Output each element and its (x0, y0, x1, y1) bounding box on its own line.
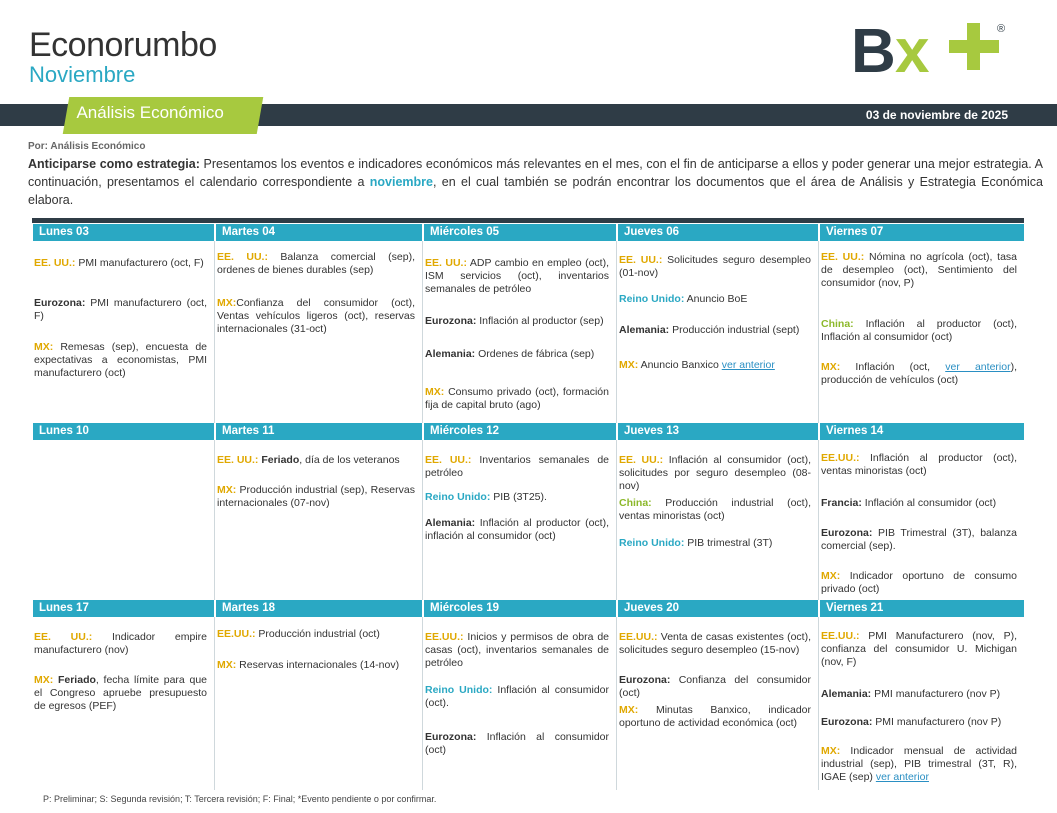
section-tag (63, 97, 264, 134)
event-item (619, 631, 811, 657)
event-text: Venta de casas existentes (oct), solicitudes seguro desempleo (15-nov) (619, 631, 811, 656)
event-item (821, 452, 1017, 478)
event-item (34, 674, 207, 713)
day-cell (619, 440, 811, 600)
event-item (425, 731, 609, 757)
country-label: EE. UU.: (619, 454, 664, 466)
event-item (821, 527, 1017, 553)
day-header: Jueves 20 (618, 600, 818, 617)
event-item (821, 497, 1017, 510)
country-label: MX: (217, 659, 237, 671)
day-cell (425, 617, 609, 790)
event-item (619, 704, 811, 730)
event-text: Inflación al productor (oct), inflación al consumidor (oct) (425, 517, 609, 542)
event-text: ADP cambio en empleo (oct), ISM servicios (oct), inventarios semanales de petróleo (425, 257, 609, 295)
country-label: Alemania: (821, 688, 872, 700)
event-text: Inventarios semanales de petróleo (425, 454, 609, 479)
event-item (821, 745, 1017, 784)
country-label: Francia: (821, 497, 862, 509)
report-date: 03 de noviembre de 2025 (865, 108, 1008, 122)
event-text: PIB Trimestral (3T), balanza comercial (sep). (821, 527, 1017, 552)
event-text: Minutas Banxico, indicador oportuno de actividad económica (oct) (619, 704, 811, 729)
event-item (34, 341, 207, 380)
day-cell (425, 440, 609, 600)
intro-lead: Anticiparse como estrategia: (28, 157, 200, 171)
event-text: PMI manufacturero (nov P) (872, 716, 1002, 728)
event-text: Indicador oportuno de consumo privado (oct) (821, 570, 1017, 595)
country-label: MX: (425, 386, 445, 398)
day-header: Lunes 03 (33, 224, 214, 241)
bx-plus-logo (851, 20, 1011, 74)
event-text: Inflación al consumidor (oct). (425, 684, 609, 709)
event-text: PIB (3T25). (490, 491, 547, 503)
event-item (619, 674, 811, 700)
column-divider (422, 440, 423, 600)
day-header: Martes 11 (216, 423, 422, 440)
event-text: Remesas (sep), encuesta de expectativas a economistas, PMI manufacturero (oct) (34, 341, 207, 379)
day-cell (217, 440, 415, 600)
country-label: Alemania: (425, 348, 476, 360)
event-item (821, 318, 1017, 344)
event-text: Inicios y permisos de obra de casas (oct), inventarios semanales de petróleo (425, 631, 609, 669)
country-label: EE.UU.: (619, 631, 658, 643)
country-label: MX: (619, 704, 639, 716)
intro-tail: , en el cual también se podrán encontrar los documentos que el área de Análisis y Estrategia Económica elabora. (28, 175, 1044, 207)
ver-anterior-link[interactable]: ver anterior (945, 361, 1011, 373)
country-label: EE. UU.: (217, 251, 268, 263)
day-cell (217, 241, 415, 423)
event-item (425, 491, 609, 504)
event-item (217, 251, 415, 277)
intro-paragraph (28, 155, 1043, 209)
event-text: Solicitudes seguro desempleo (01-nov) (619, 254, 811, 279)
svg-text:®: ® (997, 23, 1006, 35)
country-label: Reino Unido: (425, 491, 491, 503)
event-item (425, 257, 609, 296)
event-text: Reservas internacionales (14-nov) (236, 659, 400, 671)
event-item (217, 484, 415, 510)
country-label: Eurozona: (821, 527, 873, 539)
event-item (425, 386, 609, 412)
column-divider (818, 241, 819, 423)
document-title: Econorumbo (29, 26, 217, 64)
country-label: Reino Unido: (425, 684, 493, 696)
event-text: PIB trimestral (3T) (684, 537, 773, 549)
day-cell (619, 241, 811, 423)
day-header: Miércoles 19 (424, 600, 616, 617)
section-label: Análisis Económico (76, 103, 224, 122)
day-cell (821, 617, 1017, 790)
event-bold-text: Feriado (53, 674, 96, 686)
day-cell (34, 241, 207, 423)
event-item (821, 251, 1017, 290)
event-text: Inflación al consumidor (oct) (861, 497, 997, 509)
intro-text: Presentamos los eventos e indicadores económicos más relevantes en el mes, con el fin de anticiparse a ellos y poder generar una mejor estrategia. A continuación, presentamos el calendario correspondiente a (28, 157, 1043, 189)
country-label: EE. UU.: (34, 631, 93, 643)
event-text: Confianza del consumidor (oct), Ventas vehículos ligeros (oct), reservas internacionales (31-oct) (217, 297, 415, 335)
country-label: MX: (821, 570, 841, 582)
country-label: Reino Unido: (619, 537, 685, 549)
country-label: MX: (34, 341, 54, 353)
country-label: MX: (821, 745, 841, 757)
column-divider (214, 440, 215, 600)
country-label: EE. UU.: (425, 454, 472, 466)
document-subtitle: Noviembre (29, 62, 136, 87)
event-item (34, 631, 207, 657)
event-item (619, 454, 811, 493)
event-text: Nómina no agrícola (oct), tasa de desempleo (oct), Sentimiento del consumidor (nov, P) (821, 251, 1017, 289)
ver-anterior-link[interactable]: ver anterior (875, 771, 929, 783)
event-text: PMI manufacturero (oct, F) (34, 297, 207, 322)
event-text: , día de los veteranos (299, 454, 400, 466)
event-text: Confianza del consumidor (oct) (619, 674, 811, 699)
day-header: Miércoles 05 (424, 224, 616, 241)
event-item (217, 628, 415, 641)
country-label: Eurozona: (821, 716, 873, 728)
country-label: Eurozona: (425, 731, 477, 743)
event-item (217, 297, 415, 336)
day-cell (217, 617, 415, 790)
country-label: EE. UU.: (619, 254, 663, 266)
country-label: EE. UU.: (34, 257, 76, 269)
event-item (619, 497, 811, 523)
event-text: Inflación al productor (sep) (476, 315, 604, 327)
event-text: PMI Manufacturero (nov, P), confianza del consumidor U. Michigan (nov, F) (821, 630, 1017, 668)
event-item (425, 315, 609, 328)
column-divider (422, 617, 423, 790)
svg-text:B: B (851, 20, 896, 74)
column-divider (616, 617, 617, 790)
event-text: Anuncio Banxico (638, 359, 722, 371)
event-item (425, 631, 609, 670)
day-header: Lunes 17 (33, 600, 214, 617)
day-cell (425, 241, 609, 423)
event-text: Inflación (oct, (840, 361, 946, 373)
event-item (821, 630, 1017, 669)
ver-anterior-link[interactable]: ver anterior (721, 359, 775, 371)
day-cell (821, 241, 1017, 423)
event-item (425, 454, 609, 480)
event-item (217, 454, 415, 467)
event-item (619, 537, 811, 550)
event-text: Inflación al consumidor (oct), solicitudes por seguro desempleo (08-nov) (619, 454, 811, 492)
country-label: EE.UU.: (217, 628, 256, 640)
day-cell (821, 440, 1017, 600)
column-divider (818, 617, 819, 790)
day-header: Viernes 14 (820, 423, 1024, 440)
country-label: EE.UU.: (425, 631, 464, 643)
column-divider (818, 440, 819, 600)
event-item (425, 684, 609, 710)
country-label: MX: (821, 361, 841, 373)
day-cell (34, 617, 207, 790)
day-header: Jueves 06 (618, 224, 818, 241)
footnote: P: Preliminar; S: Segunda revisión; T: Tercera revisión; F: Final; *Evento pendiente o por confirmar. (43, 794, 437, 804)
event-item (217, 659, 415, 672)
event-item (34, 297, 207, 323)
country-label: EE.UU.: (821, 630, 860, 642)
event-text: , fecha límite para que el Congreso apruebe presupuesto de egresos (PEF) (34, 674, 207, 712)
day-header: Lunes 10 (33, 423, 214, 440)
event-bold-text: Feriado (258, 454, 300, 466)
column-divider (214, 241, 215, 423)
event-item (619, 254, 811, 280)
event-text: Anuncio BoE (684, 293, 748, 305)
day-header: Miércoles 12 (424, 423, 616, 440)
event-text: Inflación al consumidor (oct) (425, 731, 609, 756)
country-label: Alemania: (425, 517, 476, 529)
event-item (821, 716, 1017, 729)
event-text: Consumo privado (oct), formación fija de capital bruto (ago) (425, 386, 609, 411)
event-item (425, 517, 609, 543)
event-text-after: ), producción de vehículos (oct) (821, 361, 1017, 386)
day-header: Martes 18 (216, 600, 422, 617)
event-text: Inflación al productor (oct), Inflación al consumidor (oct) (821, 318, 1017, 343)
day-header: Viernes 07 (820, 224, 1024, 241)
column-divider (214, 617, 215, 790)
event-item (619, 293, 811, 306)
event-text: PMI manufacturero (nov P) (871, 688, 1001, 700)
event-text: Producción industrial (oct) (255, 628, 380, 640)
event-text: Indicador empire manufacturero (nov) (34, 631, 208, 656)
column-divider (422, 241, 423, 423)
day-header: Jueves 13 (618, 423, 818, 440)
event-text: Producción industrial (oct), ventas minoristas (oct) (619, 497, 811, 522)
country-label: Alemania: (619, 324, 670, 336)
event-text: Ordenes de fábrica (sep) (475, 348, 595, 360)
event-item (619, 359, 811, 372)
event-item (619, 324, 811, 337)
intro-month: noviembre (369, 175, 433, 189)
event-text: Balanza comercial (sep), ordenes de bienes durables (sep) (217, 251, 415, 276)
country-label: EE.UU.: (821, 452, 860, 464)
svg-text:x: x (895, 20, 930, 74)
byline: Por: Análisis Económico (28, 141, 146, 152)
country-label: EE. UU.: (217, 454, 259, 466)
event-text: Producción industrial (sep), Reservas internacionales (07-nov) (217, 484, 415, 509)
event-item (425, 348, 609, 361)
day-header: Viernes 21 (820, 600, 1024, 617)
country-label: MX: (34, 674, 54, 686)
country-label: MX: (217, 297, 237, 309)
event-item (34, 257, 207, 270)
event-text: Producción industrial (sept) (669, 324, 800, 336)
country-label: EE. UU.: (425, 257, 467, 269)
country-label: MX: (619, 359, 639, 371)
column-divider (616, 440, 617, 600)
event-text: Inflación al productor (oct), ventas minoristas (oct) (821, 452, 1017, 477)
column-divider (616, 241, 617, 423)
event-text: PMI manufacturero (oct, F) (75, 257, 204, 269)
event-item (821, 688, 1017, 701)
country-label: Eurozona: (619, 674, 671, 686)
country-label: China: (821, 318, 854, 330)
day-cell (619, 617, 811, 790)
country-label: Eurozona: (34, 297, 86, 309)
country-label: MX: (217, 484, 237, 496)
country-label: EE. UU.: (821, 251, 865, 263)
calendar-top-rule (32, 218, 1024, 223)
country-label: Reino Unido: (619, 293, 685, 305)
day-header: Martes 04 (216, 224, 422, 241)
country-label: Eurozona: (425, 315, 477, 327)
event-item (821, 361, 1017, 387)
event-item (821, 570, 1017, 596)
event-text: Indicador mensual de actividad industrial (sep), PIB trimestral (3T, R), IGAE (sep) (821, 745, 1017, 783)
country-label: China: (619, 497, 652, 509)
